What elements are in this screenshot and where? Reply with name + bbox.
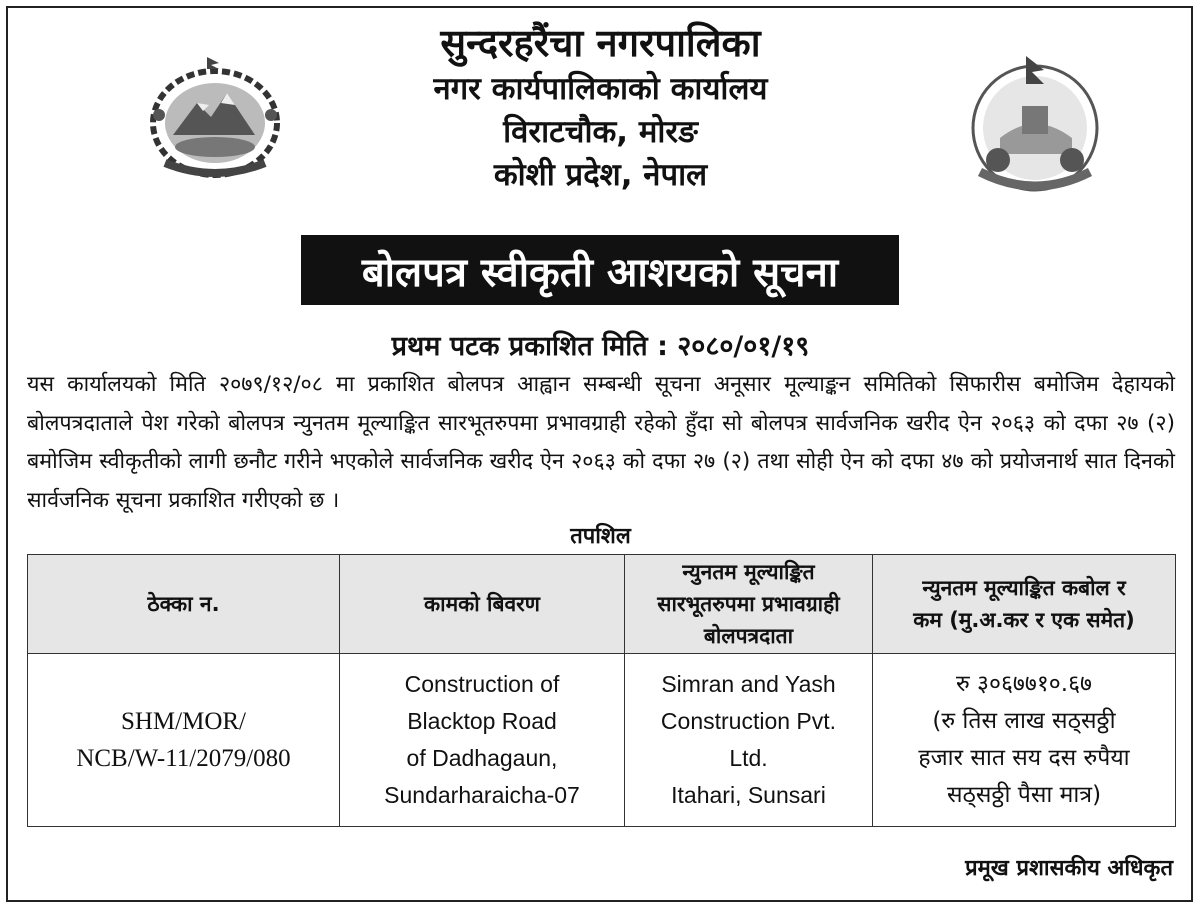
- municipality-name: सुन्दरहरैंचा नगरपालिका: [440, 21, 761, 65]
- office-name: नगर कार्यपालिकाको कार्यालय: [433, 71, 768, 107]
- header-contract-no: ठेक्का न.: [28, 555, 340, 654]
- signatory-title: प्रमूख प्रशासकीय अधिकृत: [965, 856, 1173, 881]
- table-row: [28, 654, 1176, 827]
- cell-bid-amount: रु ३०६७७१०.६७ (रु तिस लाख सठ्सठ्ठी हजार सात सय दस रुपैया सठ्सठ्ठी पैसा मात्र): [873, 654, 1176, 827]
- publication-date: प्रथम पटक प्रकाशित मिति : २०८०/०१/१९: [391, 331, 810, 362]
- bid-details-table: [27, 554, 1176, 827]
- table-caption: तपशिल: [570, 524, 631, 549]
- province-country: कोशी प्रदेश, नेपाल: [493, 157, 708, 193]
- table-header-row: [28, 555, 1176, 654]
- header-bidder: न्युनतम मूल्याङ्कित सारभूतरुपमा प्रभावग्राही बोलपत्रदाता: [625, 555, 873, 654]
- office-location: विराटचौक, मोरङ: [503, 114, 698, 150]
- header-work-description: कामको बिवरण: [340, 555, 625, 654]
- cell-bidder: Simran and Yash Construction Pvt. Ltd. Itahari, Sunsari: [625, 654, 873, 827]
- notice-title: बोलपत्र स्वीकृती आशयको सूचना: [301, 235, 899, 305]
- cell-contract-no: SHM/MOR/ NCB/W-11/2079/080: [28, 654, 340, 827]
- letterhead: [0, 21, 1201, 193]
- header-bid-amount: न्युनतम मूल्याङ्कित कबोल र कम (मु.अ.कर र एक समेत): [873, 555, 1176, 654]
- notice-body: यस कार्यालयको मिति २०७९/१२/०८ मा प्रकाशित बोलपत्र आह्वान सम्बन्धी सूचना अनूसार मूल्याङ्कन समितिको सिफारीस बमोजिम देहायको बोलपत्रदाताले पेश गरेको बोलपत्र न्युनतम मूल्याङ्कित सारभूतरुपमा प्रभावग्राही रहेको हुँदा सो बोलपत्र सार्वजनिक खरीद ऐन २०६३ को दफा २७ (२) बमोजिम स्वीकृतीको लागी छनौट गरीने भएकोले सार्वजनिक खरीद ऐन २०६३ को दफा २७ (२) तथा सोही ऐन को दफा ४७ को प्रयोजनार्थ सात दिनको सार्वजनिक सूचना प्रकाशित गरीएको छ ।: [27, 372, 1175, 513]
- cell-work-description: Construction of Blacktop Road of Dadhagaun, Sundarharaicha-07: [340, 654, 625, 827]
